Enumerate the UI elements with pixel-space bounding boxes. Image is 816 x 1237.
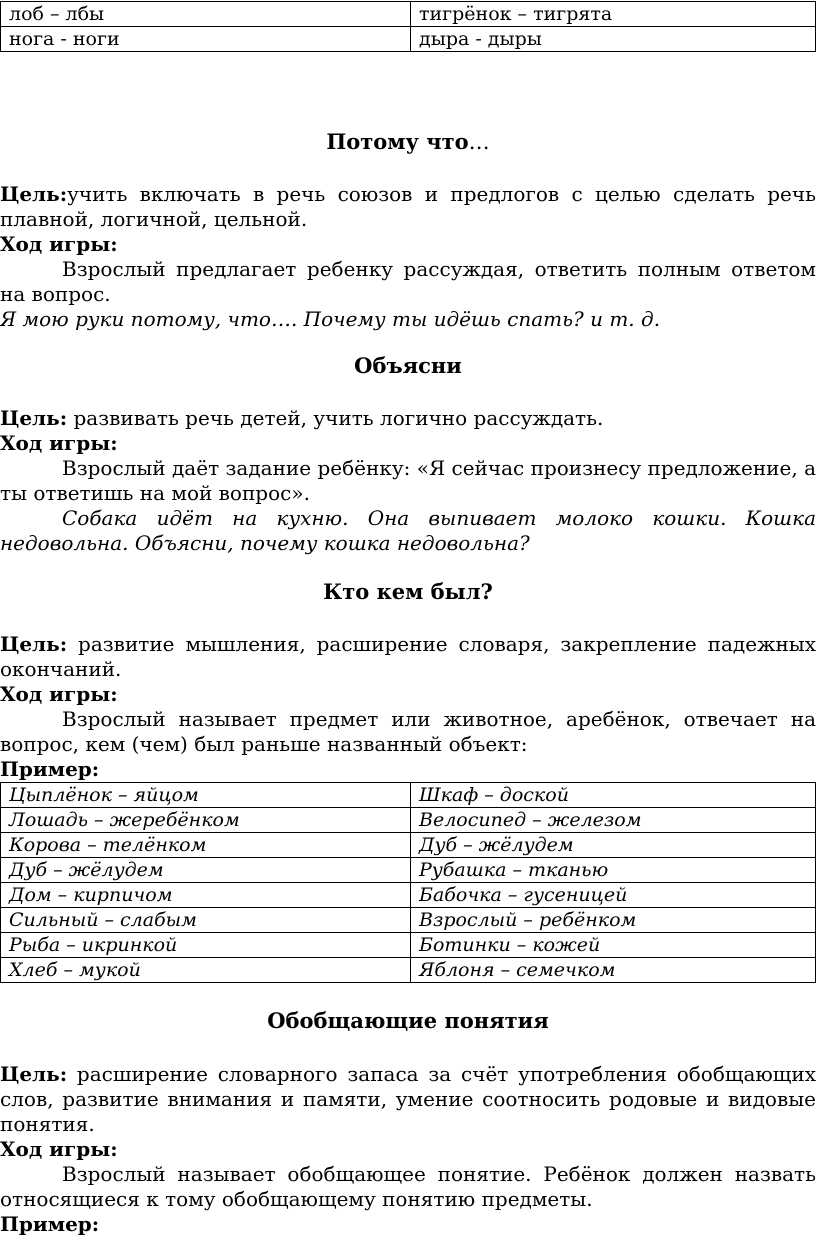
table-cell: Ботинки – кожей <box>411 933 816 958</box>
goal-paragraph <box>0 406 816 431</box>
goal-text: учить включать в речь союзов и предлогов с целью сделать речь плавной, логичной, цельной. <box>0 182 816 231</box>
table-cell: Яблоня – семечком <box>411 958 816 983</box>
table-row <box>1 833 816 858</box>
table-cell: Дуб – жёлудем <box>411 833 816 858</box>
game-label: Ход игры: <box>0 431 118 455</box>
table-cell: дыра - дыры <box>411 27 816 52</box>
table-row <box>1 858 816 883</box>
goal-label: Цель: <box>0 1062 68 1086</box>
goal-text: развитие мышления, расширение словаря, закрепление падежных окончаний. <box>0 632 816 681</box>
example-text: Собака идёт на кухню. Она выпивает молоко кошки. Кошка недовольна. Объясни, почему кошка недовольна? <box>0 506 816 555</box>
table-row <box>1 908 816 933</box>
table-cell: Взрослый – ребёнком <box>411 908 816 933</box>
example-text: Я мою руки потому, что…. Почему ты идёшь спать? и т. д. <box>0 307 661 331</box>
table-cell: Рыба – икринкой <box>1 933 411 958</box>
section-title-ellipsis: … <box>468 130 490 154</box>
word-pairs-table <box>0 1 816 52</box>
table-cell: Сильный – слабым <box>1 908 411 933</box>
game-text: Взрослый называет обобщающее понятие. Ребёнок должен назвать относящиеся к тому обобщающему понятию предметы. <box>0 1162 816 1211</box>
table-row <box>1 958 816 983</box>
game-label: Ход игры: <box>0 682 118 706</box>
goal-label: Цель: <box>0 406 68 430</box>
table-row <box>1 883 816 908</box>
table-cell: Велосипед – железом <box>411 808 816 833</box>
examples-table <box>0 782 816 983</box>
table-cell: Цыплёнок – яйцом <box>1 783 411 808</box>
example-label: Пример: <box>0 1212 100 1236</box>
table-cell: Дуб – жёлудем <box>1 858 411 883</box>
game-text: Взрослый даёт задание ребёнку: «Я сейчас произнесу предложение, а ты ответишь на мой вопрос». <box>0 456 816 505</box>
section-obyasni <box>0 352 816 556</box>
section-obobshchayushchie-ponyatiya <box>0 1007 816 1237</box>
goal-paragraph <box>0 632 816 682</box>
example-label: Пример: <box>0 757 100 781</box>
table-cell: нога - ноги <box>1 27 411 52</box>
goal-label: Цель: <box>0 182 68 206</box>
section-title: Обобщающие понятия <box>267 1008 549 1033</box>
table-cell: Хлеб – мукой <box>1 958 411 983</box>
section-title-text: Потому что <box>326 129 469 154</box>
table-row <box>1 808 816 833</box>
game-text: Взрослый называет предмет или животное, аребёнок, отвечает на вопрос, кем (чем) был раньше названный объект: <box>0 707 816 756</box>
table-cell: Рубашка – тканью <box>411 858 816 883</box>
goal-paragraph <box>0 1062 816 1137</box>
game-label: Ход игры: <box>0 1137 118 1161</box>
table-row <box>1 27 816 52</box>
section-title <box>0 128 816 156</box>
table-row <box>1 783 816 808</box>
table-row <box>1 933 816 958</box>
section-kto-kem-byl <box>0 578 816 983</box>
section-potomu-chto <box>0 128 816 332</box>
table-cell: тигрёнок – тигрята <box>411 2 816 27</box>
section-title: Объясни <box>354 353 462 378</box>
table-cell: Шкаф – доской <box>411 783 816 808</box>
table-cell: Бабочка – гусеницей <box>411 883 816 908</box>
table-cell: Корова – телёнком <box>1 833 411 858</box>
game-label: Ход игры: <box>0 232 118 256</box>
goal-text: развивать речь детей, учить логично рассуждать. <box>67 406 604 430</box>
table-cell: Дом – кирпичом <box>1 883 411 908</box>
goal-label: Цель: <box>0 632 68 656</box>
table-cell: лоб – лбы <box>1 2 411 27</box>
table-cell: Лошадь – жеребёнком <box>1 808 411 833</box>
game-text: Взрослый предлагает ребенку рассуждая, ответить полным ответом на вопрос. <box>0 257 816 306</box>
goal-paragraph <box>0 182 816 232</box>
goal-text: расширение словарного запаса за счёт употребления обобщающих слов, развитие внимания и памяти, умение соотносить родовые и видовые понятия. <box>0 1062 816 1136</box>
table-row <box>1 2 816 27</box>
section-title: Кто кем был? <box>323 579 493 604</box>
